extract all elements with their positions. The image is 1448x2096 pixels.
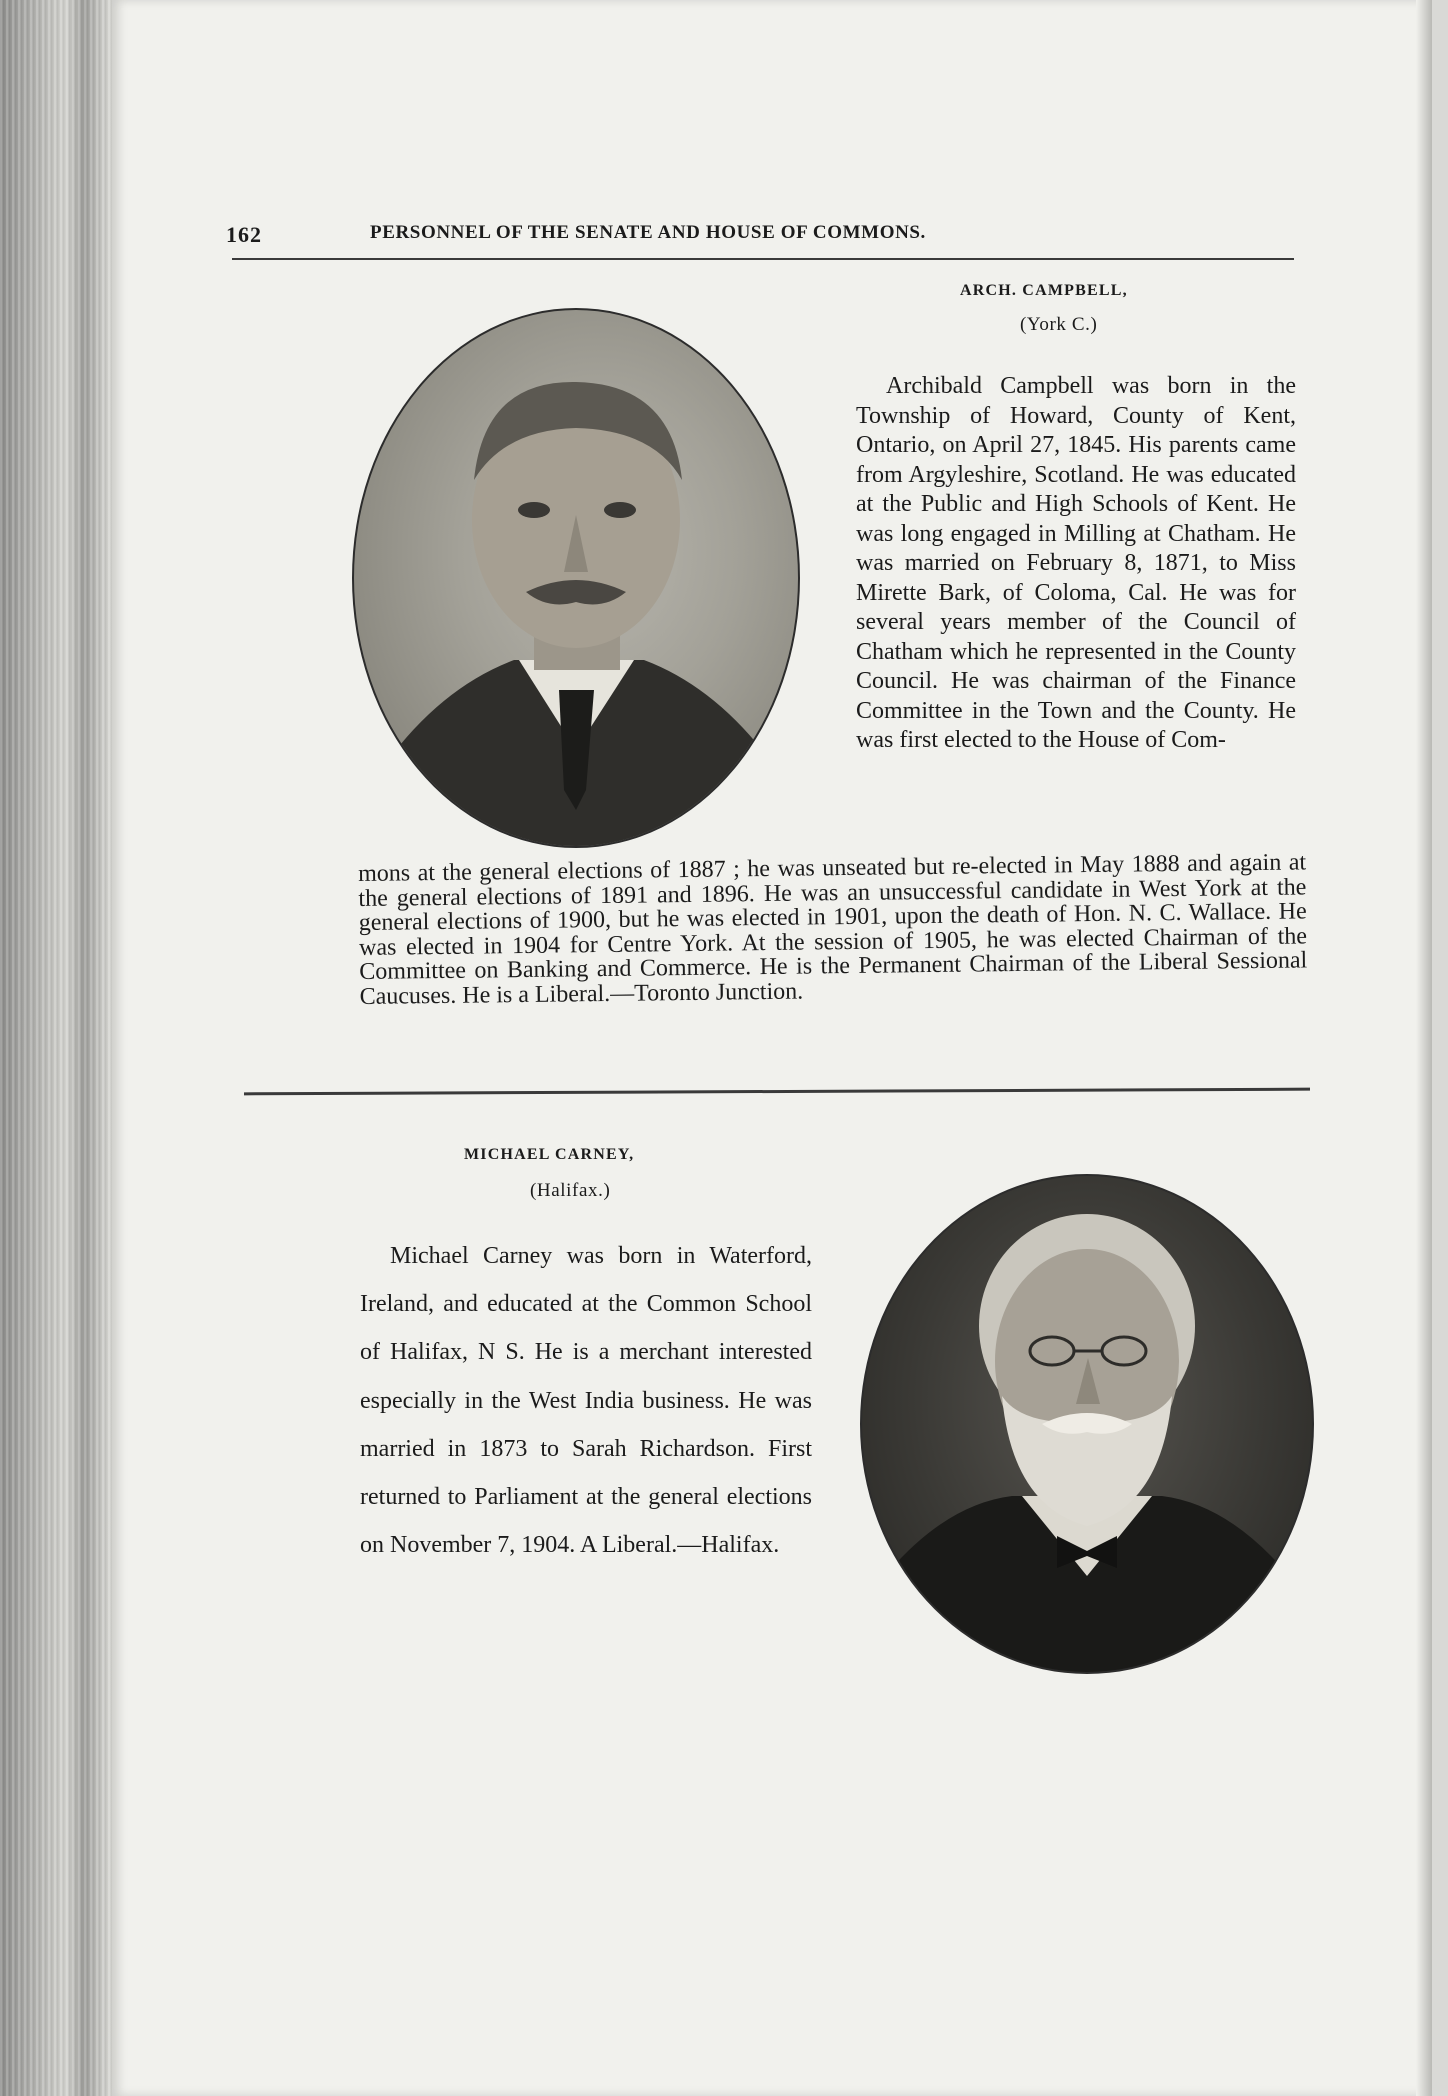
page-gutter-shadow [1416,0,1432,2096]
entry-constituency-carney: (Halifax.) [530,1180,611,1201]
page-number: 162 [226,222,262,247]
book-page-edges [0,0,120,2096]
entry-name-carney: MICHAEL CARNEY, [464,1146,635,1163]
running-title: PERSONNEL OF THE SENATE AND HOUSE OF COMMONS. [370,222,926,243]
running-head [226,222,1296,256]
bio-campbell-lower: mons at the general elections of 1887 ; he was unseated but re-elected in May 1888 and again at the general elections of 1891 and 1896. He was an unsuccessful candidate in West York at the general elections of 1900, but he was elected in 1901, upon the death of Hon. N. C. Wallace. He was elected in 1904 for Centre York. At the session of 1905, he was elected Chairman of the Committee on Banking and Commerce. He is the Permanent Chairman of the Liberal Sessional Caucuses. He is a Liberal.—Toronto Junction. [357,849,1308,1010]
header-rule [232,258,1294,260]
entry-name-campbell: ARCH. CAMPBELL, [960,282,1128,299]
portrait-photo-campbell [352,308,800,848]
bio-carney: Michael Carney was born in Waterford, Ireland, and educated at the Common School of Halifax, N S. He is a merchant interested especially in the West India business. He was married in 1873 to Sarah Richardson. First returned to Parliament at the general elections on November 7, 1904. A Liberal.—Halifax. [360,1243,812,1559]
bio-campbell-upper: Archibald Campbell was born in the Township of Howard, County of Kent, Ontario, on April 27, 1845. His parents came from Argyleshire, Scotland. He was educated at the Public and High Schools of Kent. He was long engaged in Milling at Chatham. He was married on February 8, 1871, to Miss Mirette Bark, of Coloma, Cal. He was for several years member of the Council of Chatham which he represented in the County Council. He was chairman of the Finance Committee in the Town and the County. He was first elected to the House of Com- [856,373,1296,753]
portrait-photo-carney [860,1174,1314,1674]
entry-constituency-campbell: (York C.) [1020,314,1098,335]
book-page [112,0,1432,2096]
